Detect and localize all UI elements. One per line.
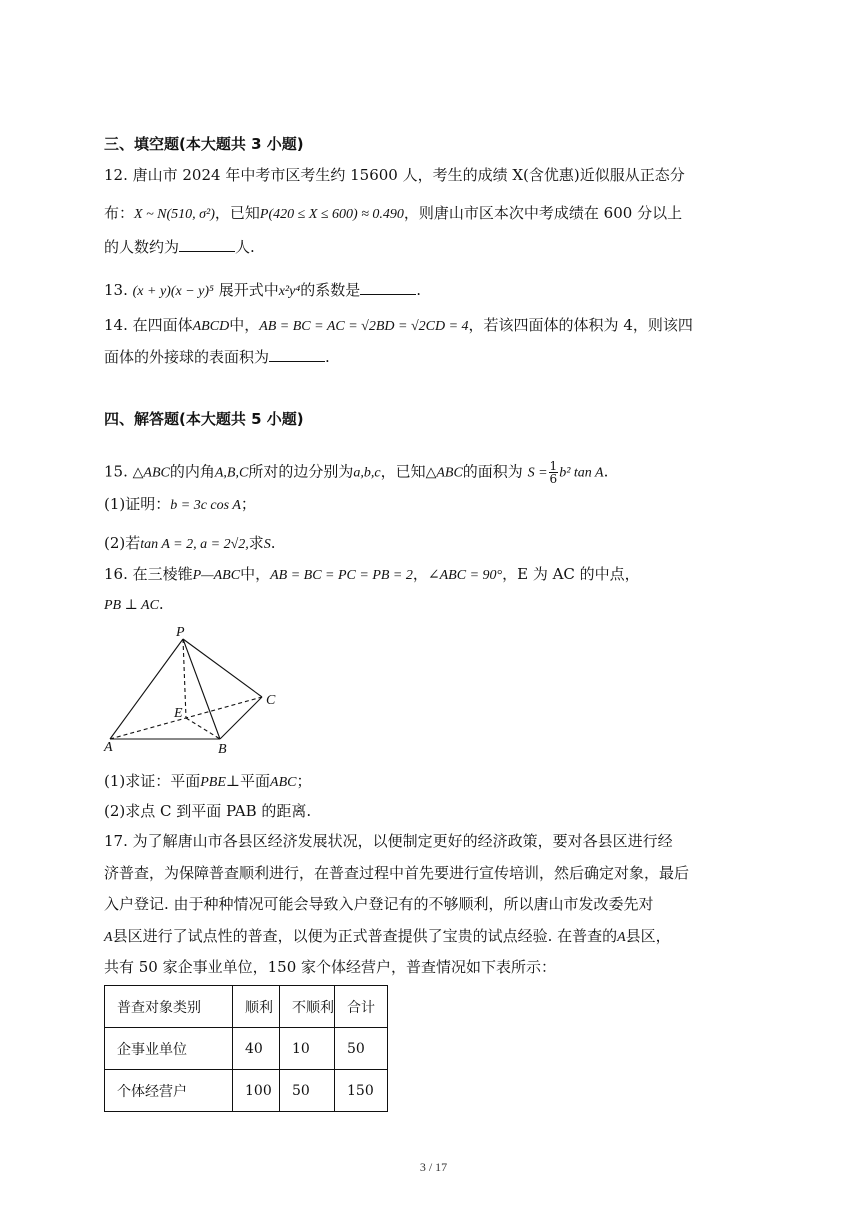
q17-line4: [104, 926, 671, 948]
q13-text: 的系数是: [300, 281, 361, 299]
q16-text: ；: [296, 772, 312, 790]
q15-part1-expr: b = 3c cos A: [170, 498, 241, 513]
q15-text: ，已知: [380, 462, 426, 481]
q14-text: ，若该四面体的体积为 4，则该四: [468, 316, 693, 334]
q15-part2: [104, 533, 276, 555]
table-cell: 100: [233, 1070, 280, 1112]
edge-pb: [183, 639, 220, 739]
q16-pyramid: P—ABC: [192, 568, 241, 583]
q12-text: 布：: [104, 204, 135, 222]
q15-part-label: (1)证明：: [104, 495, 171, 513]
q16-angle: ∠ABC = 90°: [427, 568, 503, 583]
q14-line1: [104, 315, 693, 337]
q17-county: A: [104, 930, 113, 945]
q12-probability: P(420 ≤ X ≤ 600) ≈ 0.490: [259, 207, 404, 222]
section-heading-fill-blank: 三、填空题(本大题共 3 小题): [104, 135, 304, 153]
table-cell: 10: [280, 1028, 335, 1070]
edge-pa: [110, 639, 183, 739]
q16-line1: [104, 564, 640, 586]
q15-angles: A,B,C: [214, 465, 249, 481]
q17-line1: 17. 为了解唐山市各县区经济发展状况，以便制定更好的经济政策，要对各县区进行经: [104, 832, 673, 850]
q13-term: x²y⁴: [278, 284, 301, 299]
q12-distribution: X ~ N(510, σ²): [134, 207, 215, 222]
q17-line3: 入户登记. 由于种种情况可能会导致入户登记有的不够顺利，所以唐山市发改委先对: [104, 895, 654, 913]
q15-area-rhs: b² tan A: [559, 465, 604, 481]
fraction-denominator: 6: [549, 472, 558, 486]
q15-triangle: △ABC: [132, 465, 170, 481]
q16-part-label: (1)求证：平面: [104, 772, 201, 790]
q15-var: S: [263, 537, 271, 552]
table-row: [105, 1070, 388, 1112]
q16-perpendicular: PB ⊥ AC: [104, 598, 159, 613]
q12-text: ，已知: [214, 204, 260, 222]
q17-text: 县区进行了试点性的普查，以便为正式普查提供了宝贵的试点经验. 在普查的: [112, 927, 618, 945]
q15-area-lhs: S =: [527, 465, 548, 481]
q14-text: 中，: [229, 316, 260, 334]
q16-line2: [104, 594, 164, 616]
q13-expression: (x + y)(x − y)⁵: [132, 284, 214, 299]
q16-text: ，E 为 AC 的中点，: [502, 565, 640, 583]
q16-text: 中，: [240, 565, 271, 583]
q12-line1: 12. 唐山市 2024 年中考市区考生约 15600 人，考生的成绩 X(含优惠)近似服从正态分: [104, 166, 685, 184]
q16-plane: ABC: [270, 775, 297, 790]
table-cell: 40: [233, 1028, 280, 1070]
q15-line1: [104, 460, 608, 485]
q12-text: 人.: [235, 238, 255, 256]
answer-blank: [269, 347, 325, 362]
q12-line3: [104, 237, 255, 257]
q15-number: 15.: [104, 462, 128, 481]
table-header-cell: 合计: [335, 986, 388, 1028]
table-row: [105, 1028, 388, 1070]
table-header-cell: 普查对象类别: [105, 986, 233, 1028]
q16-part1: [104, 771, 311, 793]
q17-line5: 共有 50 家企事业单位，150 家个体经营户，普查情况如下表所示：: [104, 958, 557, 976]
q16-text: ⊥平面: [225, 772, 271, 790]
survey-table: [104, 985, 388, 1112]
q15-part2-expr: tan A = 2, a = 2√2,: [140, 537, 249, 552]
q14-text: .: [325, 348, 330, 366]
q15-part1: [104, 494, 256, 516]
page-number: 3 / 17: [419, 1160, 448, 1174]
q17-county: A: [617, 930, 626, 945]
q16-text: ，: [412, 565, 428, 583]
table-cell: 150: [335, 1070, 388, 1112]
table-header-row: [105, 986, 388, 1028]
edge-pe-hidden: [183, 639, 186, 718]
table-cell: 企事业单位: [105, 1028, 233, 1070]
edge-be-hidden: [186, 718, 220, 739]
q12-text: ，则唐山市区本次中考成绩在 600 分以上: [403, 204, 683, 222]
section-heading-answer: 四、解答题(本大题共 5 小题): [104, 410, 304, 428]
q13-text: 展开式中: [218, 281, 279, 299]
q13-number: 13.: [104, 281, 128, 299]
q15-part-label: (2)若: [104, 534, 141, 552]
pyramid-figure: [100, 624, 290, 759]
q15-text: 求: [248, 534, 264, 552]
q15-text: 的面积为: [462, 462, 523, 481]
label-a: A: [104, 740, 113, 755]
q15-area-fraction: [549, 460, 559, 485]
fraction-numerator: 1: [549, 459, 558, 473]
answer-blank: [360, 280, 416, 295]
q17-text: 县区，: [625, 927, 671, 945]
q15-triangle: △ABC: [425, 465, 463, 481]
label-b: B: [218, 742, 227, 757]
table-header-cell: 顺利: [233, 986, 280, 1028]
q15-text: .: [270, 534, 276, 552]
q15-text: ；: [240, 495, 256, 513]
q15-text: 所对的边分别为: [248, 462, 354, 481]
label-e: E: [174, 706, 183, 721]
table-cell: 个体经营户: [105, 1070, 233, 1112]
label-c: C: [266, 693, 276, 708]
q12-line2: [104, 203, 682, 225]
table-header-cell: 不顺利: [280, 986, 335, 1028]
q16-part2: (2)求点 C 到平面 PAB 的距离.: [104, 802, 312, 820]
table-cell: 50: [280, 1070, 335, 1112]
q14-condition: AB = BC = AC = √2BD = √2CD = 4: [259, 319, 469, 334]
q16-text: 16. 在三棱锥: [104, 565, 193, 583]
q16-text: .: [158, 595, 164, 613]
table-cell: 50: [335, 1028, 388, 1070]
q17-line2: 济普查，为保障普查顺利进行，在普查过程中首先要进行宣传培训，然后确定对象，最后: [104, 864, 690, 882]
q12-text: 的人数约为: [104, 238, 180, 256]
q13-line: [104, 280, 421, 302]
answer-blank: [179, 237, 235, 252]
q14-text: 14. 在四面体: [104, 316, 193, 334]
edge-pc: [183, 639, 262, 697]
label-p: P: [176, 625, 185, 640]
q14-text: 面体的外接球的表面积为: [104, 348, 270, 366]
q15-text: .: [603, 462, 609, 481]
q15-text: 的内角: [169, 462, 215, 481]
q16-plane: PBE: [200, 775, 226, 790]
q15-sides: a,b,c: [353, 465, 381, 481]
q16-condition: AB = BC = PC = PB = 2: [270, 568, 413, 583]
q14-tetrahedron: ABCD: [192, 319, 230, 334]
q14-line2: [104, 347, 330, 367]
q13-text: .: [416, 281, 421, 299]
